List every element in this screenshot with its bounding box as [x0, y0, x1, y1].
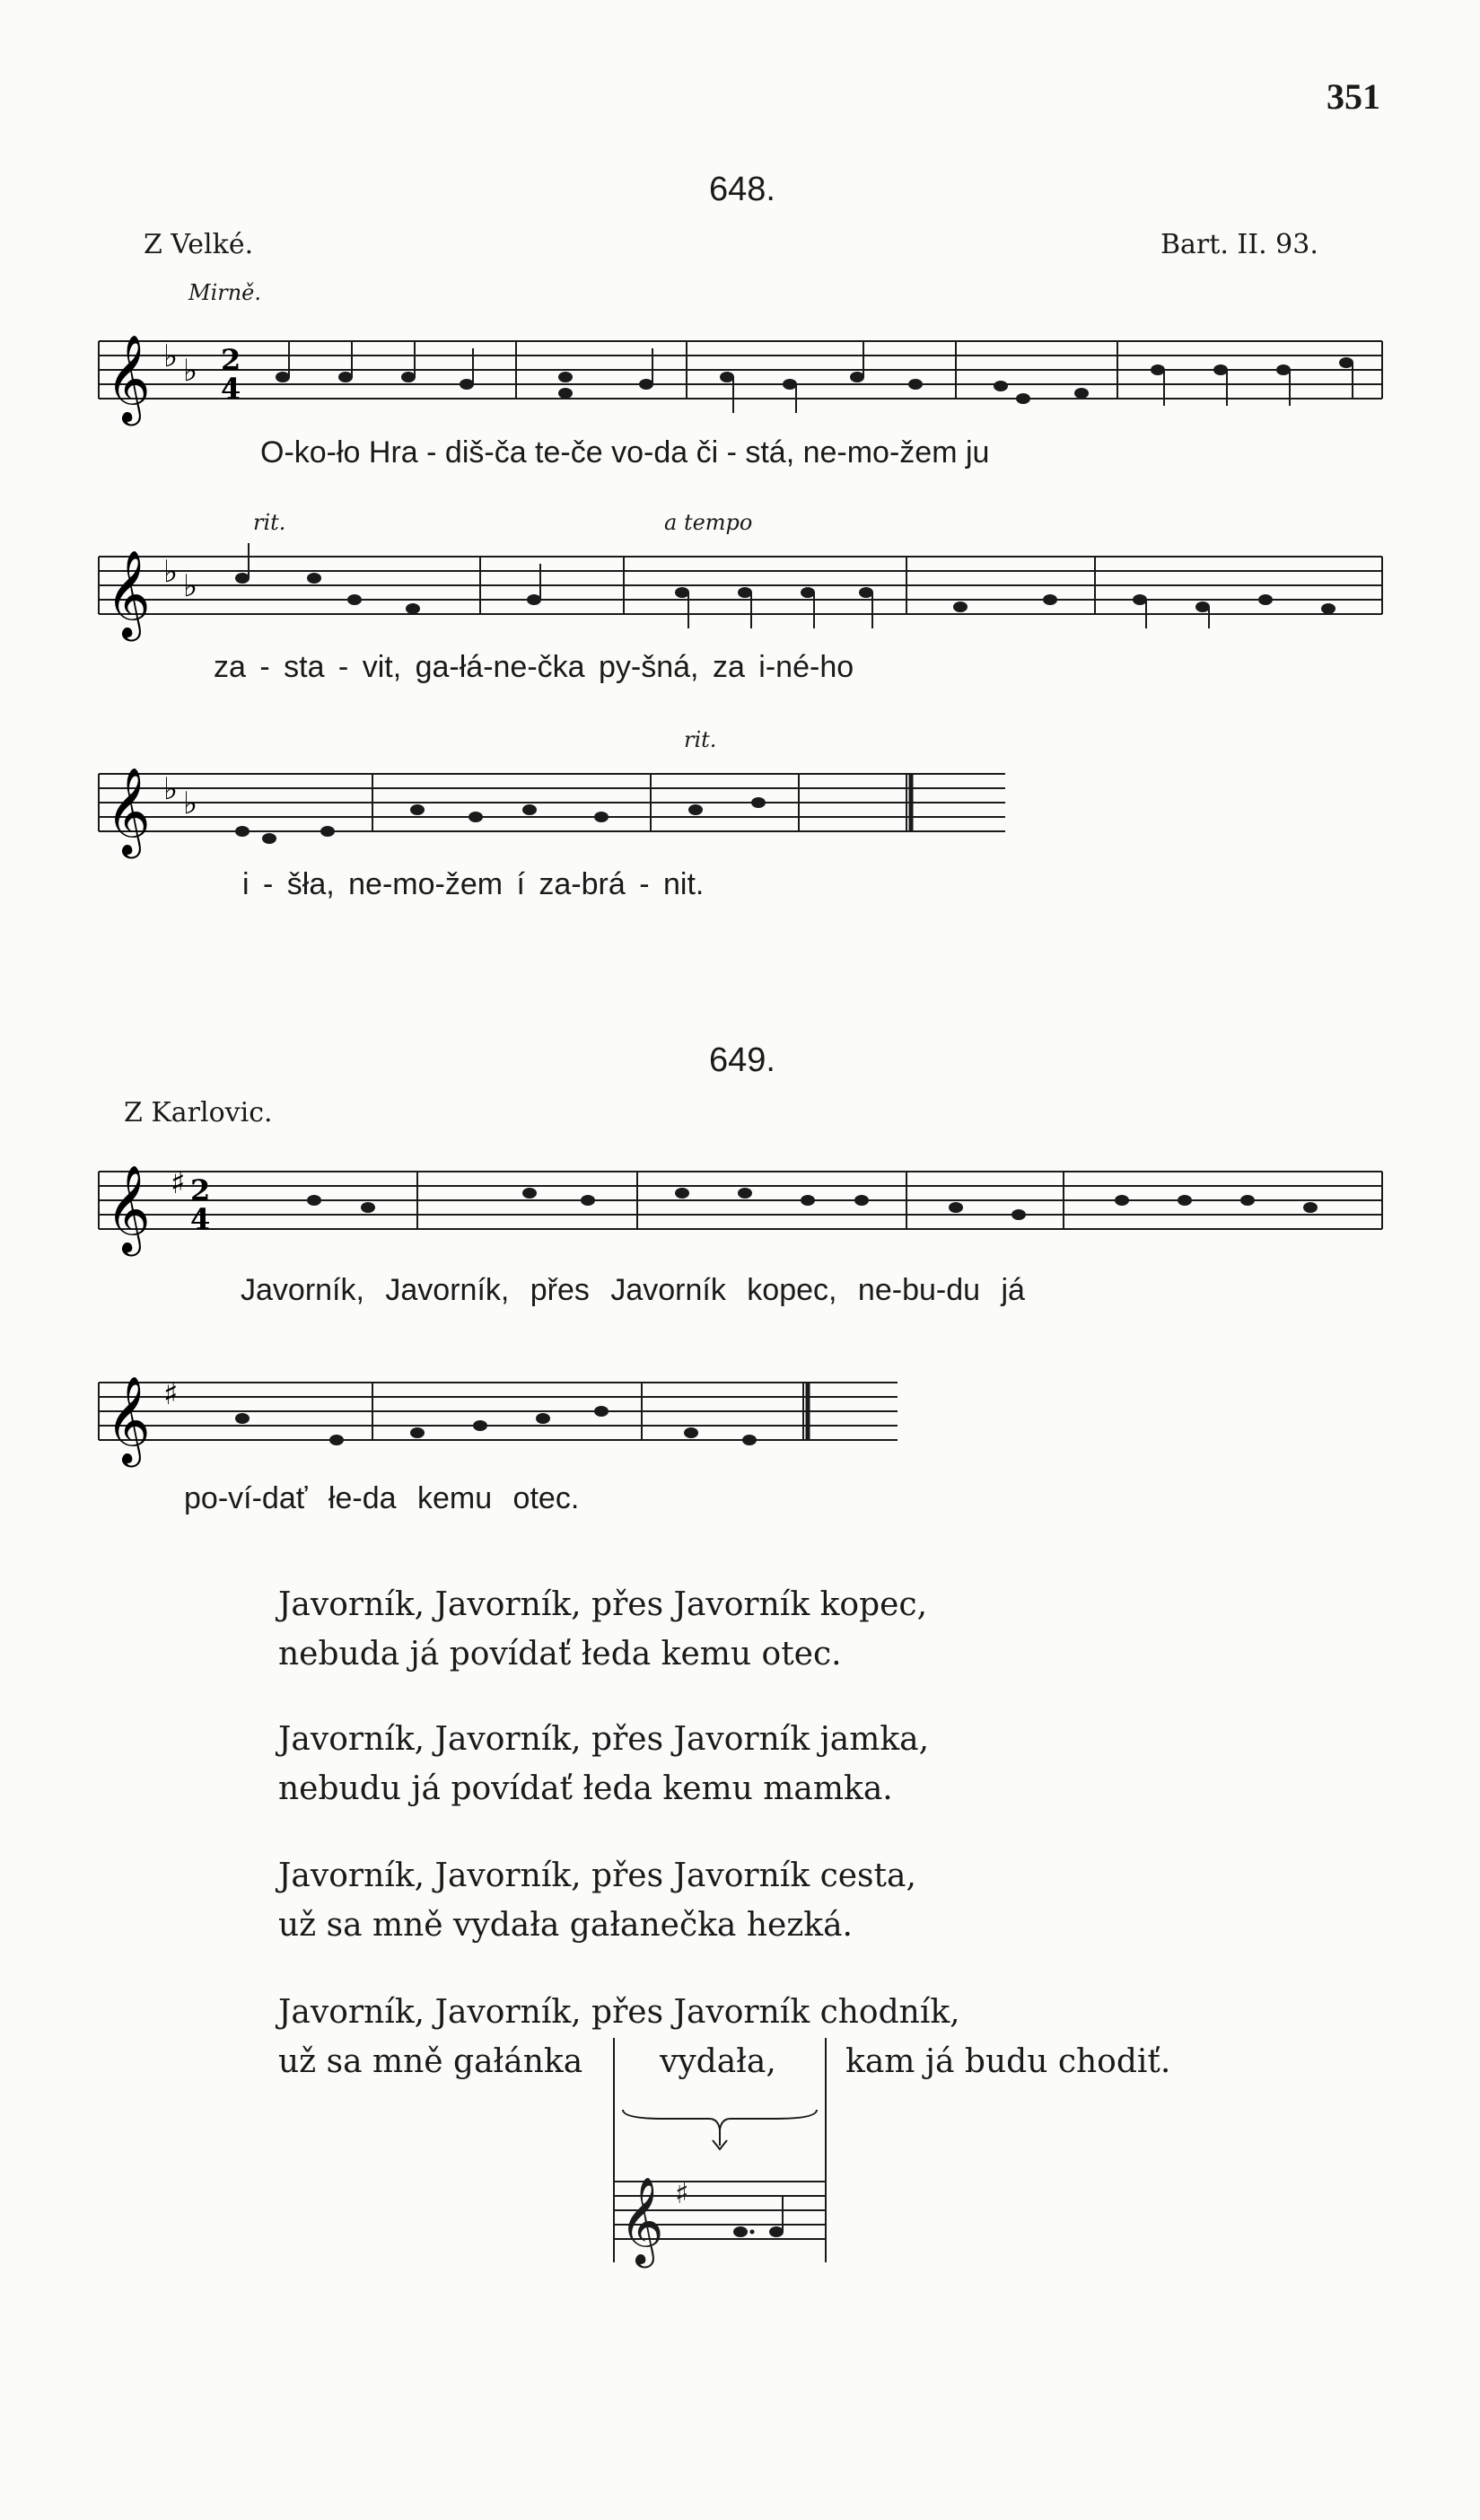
svg-text:♭: ♭	[163, 338, 179, 374]
direction-rit: rit.	[684, 727, 717, 752]
lyrics-line: za - sta - vit, ga-łá-ne-čka py-šná, za i-né-ho	[214, 650, 854, 684]
svg-text:𝄞: 𝄞	[106, 1164, 151, 1252]
verse-line: už sa mně vydała gałanečka hezká.	[278, 1907, 854, 1944]
direction-a-tempo: a tempo	[664, 510, 753, 535]
verse-line: Javorník, Javorník, přes Javorník chodník,	[278, 1994, 960, 2031]
verse-line: Javorník, Javorník, přes Javorník kopec,	[278, 1586, 928, 1623]
svg-text:𝄞: 𝄞	[619, 2176, 664, 2264]
svg-text:𝄞: 𝄞	[106, 1375, 151, 1463]
svg-text:♭: ♭	[163, 771, 179, 807]
svg-text:♯: ♯	[171, 1165, 186, 1201]
music-staff	[99, 1365, 924, 1472]
svg-text:♭: ♭	[183, 568, 198, 604]
svg-text:𝄞: 𝄞	[106, 334, 151, 422]
lyrics-line: i - šła, ne-mo-žem í za-brá - nit.	[242, 867, 705, 901]
verse-line: už sa mně gałánka	[278, 2043, 583, 2080]
page-number: 351	[1327, 76, 1380, 117]
svg-text:♯: ♯	[675, 2176, 689, 2210]
music-staff	[99, 1154, 1391, 1261]
lyrics-line: O-ko-ło Hra - diš-ča te-če vo-da či - stá, ne-mo-žem ju	[260, 435, 990, 470]
verse-line: kam já budu chodiť.	[845, 2043, 1171, 2080]
verse-line: nebudu já povídať łeda kemu mamka.	[278, 1770, 893, 1807]
svg-text:4: 4	[221, 372, 241, 406]
svg-text:4: 4	[190, 1202, 211, 1236]
song-number: 649.	[709, 1041, 775, 1079]
music-staff	[99, 756, 1050, 864]
svg-text:♯: ♯	[163, 1376, 179, 1412]
verse-block	[278, 1715, 929, 1813]
verse-block	[278, 1851, 916, 1950]
tempo-marking: Mirně.	[188, 280, 262, 305]
svg-text:2: 2	[190, 1173, 211, 1207]
song-origin: Z Karlovic.	[124, 1097, 273, 1128]
verse-line: Javorník, Javorník, přes Javorník cesta,	[278, 1857, 916, 1894]
svg-text:♭: ♭	[183, 353, 198, 389]
svg-text:♭: ♭	[183, 786, 198, 821]
svg-text:𝄞: 𝄞	[106, 767, 151, 855]
variant-staff	[610, 2020, 844, 2271]
lyrics-line: Javorník, Javorník, přes Javorník kopec, ne-bu-du já	[241, 1273, 1025, 1307]
music-staff	[99, 539, 1391, 646]
song-reference: Bart. II. 93.	[1160, 229, 1318, 260]
verse-line: vydała,	[660, 2043, 776, 2080]
lyrics-line: po-ví-dať łe-da kemu otec.	[184, 1481, 580, 1515]
svg-text:2: 2	[221, 343, 241, 377]
song-origin: Z Velké.	[144, 229, 254, 260]
notes	[276, 341, 1353, 413]
song-number: 648.	[709, 171, 775, 208]
direction-rit: rit.	[253, 510, 286, 535]
music-staff	[99, 323, 1391, 431]
verse-line: nebuda já povídať łeda kemu otec.	[278, 1636, 842, 1673]
svg-text:♭: ♭	[163, 554, 179, 590]
verse-block	[278, 1580, 927, 1679]
svg-text:𝄞: 𝄞	[106, 549, 151, 637]
verse-line: Javorník, Javorník, přes Javorník jamka,	[278, 1721, 930, 1758]
